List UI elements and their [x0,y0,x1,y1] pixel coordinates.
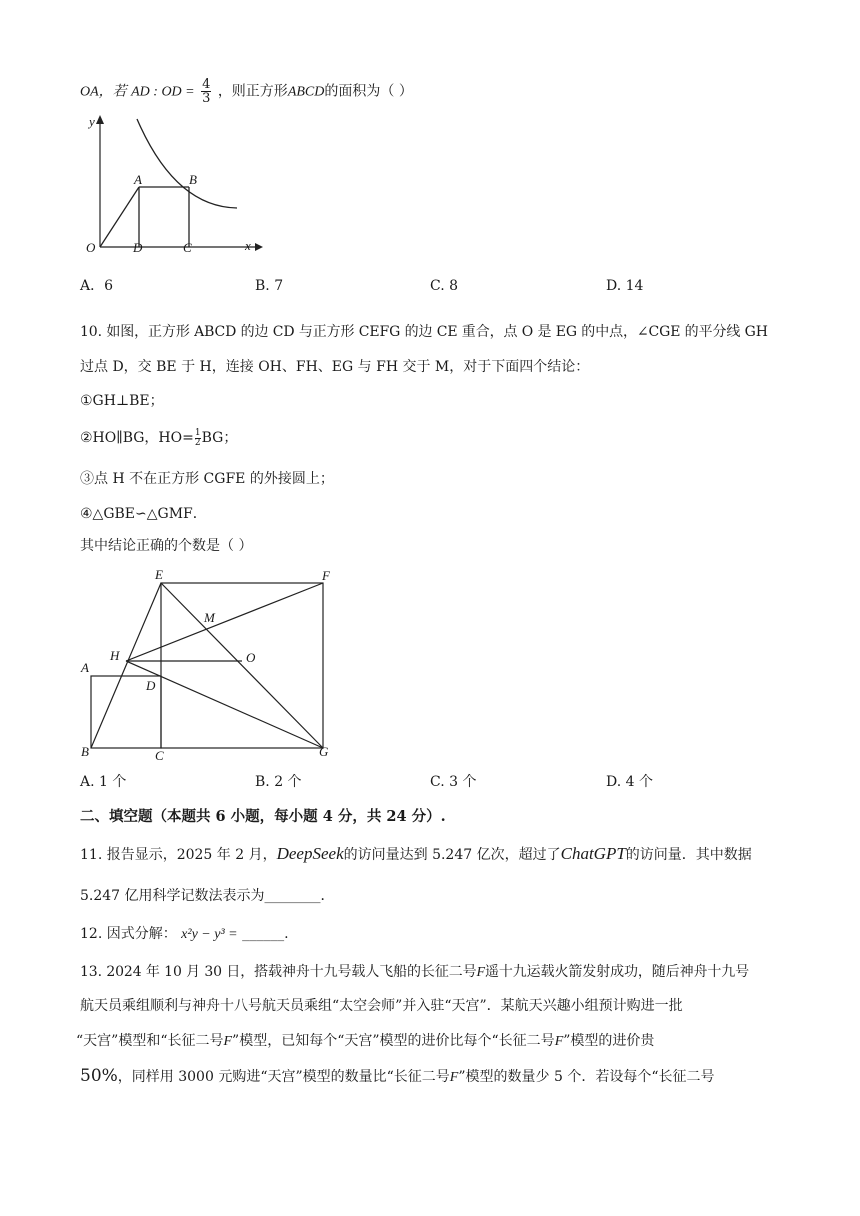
q13-line2: 航天员乘组顺利与神舟十八号航天员乘组“太空会师”并入驻“天宫”．某航天兴趣小组预计购进一批 [80,998,683,1014]
q9-label-y: y [89,114,95,129]
q12-expression: x²y − y³ = [181,927,238,942]
q12-line: 12. 因式分解： x²y − y³ = ______. [80,926,289,942]
q10-question: 其中结论正确的个数是（ ） [80,538,253,554]
q13-line3: “天宫”模型和“长征二号F”模型，已知每个“天宫”模型的进价比每个“长征二号F”模型的进价贵 [76,1033,655,1049]
q10-option-c[interactable]: C. 3 个 [430,774,477,790]
q9-option-d[interactable]: D. 14 [606,278,644,294]
q10-label-g: G [319,744,329,759]
q10-line2: 过点 D，交 BE 于 H，连接 OH、FH、EG 与 FH 交于 M，对于下面四个结论： [80,359,590,375]
q9-lead: OA，若 [80,84,127,100]
q10-label-o: O [246,650,256,665]
q10-label-a: A [81,660,89,675]
q10-label-e: E [155,567,163,582]
q9-label-d: D [133,240,143,255]
q9-option-b[interactable]: B. 7 [255,278,284,294]
q10-conclusion-3: ③点 H 不在正方形 CGFE 的外接圆上； [80,471,334,487]
q13-percent: 50% [80,1066,118,1086]
q9-label-c: C [183,240,192,255]
q10-label-c: C [155,748,164,763]
q10-conclusion-1: ①GH⊥BE； [80,393,164,409]
q9-label-o: O [86,240,96,255]
q10-conclusion-2: ②HO∥BG，HO= $\frac{1}{2}$ BG； [80,427,238,448]
q9-stem [80,78,413,105]
q10-label-h: H [110,648,120,663]
q11-line2: 5.247 亿用科学记数法表示为________． [80,888,335,904]
q11-brand-chatgpt: ChatGPT [560,844,626,863]
q12-answer-blank[interactable]: ______. [242,926,289,942]
q10-label-f: F [322,568,330,583]
q10-label-b: B [81,744,89,759]
q10-figure [78,566,348,766]
q10-line1: 10. 如图，正方形 ABCD 的边 CD 与正方形 CEFG 的边 CE 重合，点 O 是 EG 的中点，∠CGE 的平分线 GH [80,324,768,340]
q10-half-fraction: $\frac{1}{2}$ [194,427,201,448]
q9-option-a[interactable]: A．6 [80,278,114,294]
section-heading: 二、填空题（本题共 6 小题，每小题 4 分，共 24 分）. [80,808,446,825]
q10-option-a[interactable]: A. 1 个 [80,774,127,790]
q9-tail2: 的面积为（ ） [324,83,413,100]
q9-label-x: x [245,238,251,253]
q9-option-c[interactable]: C. 8 [430,278,459,294]
q13-line1: 13. 2024 年 10 月 30 日，搭载神舟十九号载人飞船的长征二号F遥十九运载火箭发射成功，随后神舟十九号 [80,964,750,980]
q11-brand-deepseek: DeepSeek [276,844,344,863]
q10-label-d: D [146,678,156,693]
q11-line1: 11. 报告显示，2025 年 2 月，DeepSeek的访问量达到 5.247 亿次，超过了ChatGPT的访问量．其中数据 [80,844,752,863]
q9-shape: ABCD [287,84,325,100]
q9-label-b: B [189,172,197,187]
q9-fraction: $\frac{4}{3}$ [202,77,211,106]
q10-option-d[interactable]: D. 4 个 [606,774,653,790]
q10-conclusion-4: ④△GBE∽△GMF． [80,506,207,522]
q9-tail: ，则正方形 [217,83,288,100]
q10-label-m: M [204,610,215,625]
q9-ratio: AD : OD = [131,84,195,100]
q10-option-b[interactable]: B. 2 个 [255,774,302,790]
q13-line4: 50%，同样用 3000 元购进“天宫”模型的数量比“长征二号F”模型的数量少 5 个．若设每个“长征二号 [80,1066,715,1086]
q9-label-a: A [134,172,142,187]
q9-figure [75,112,275,262]
